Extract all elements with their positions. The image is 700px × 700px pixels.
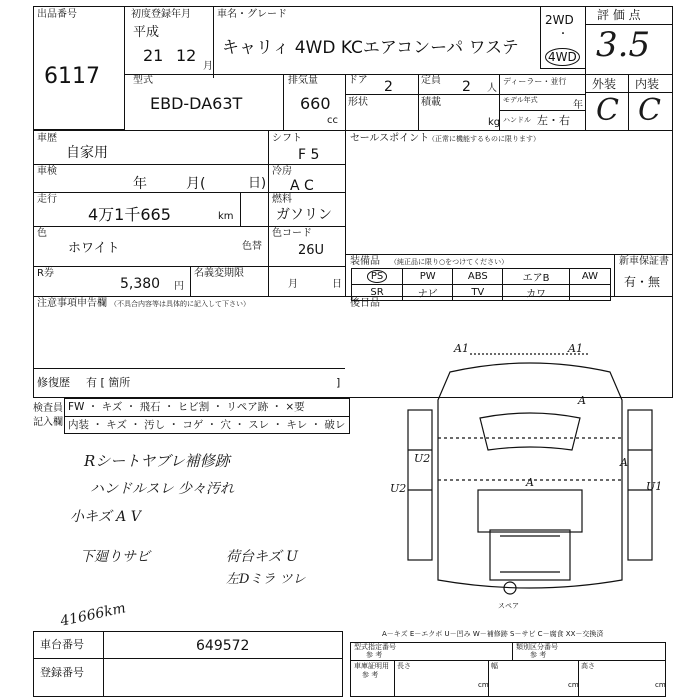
- load-unit: kg: [488, 117, 501, 128]
- inspection-day: 日): [248, 176, 267, 191]
- lot-number: 6117: [44, 64, 100, 89]
- shape-label: 形状: [348, 97, 368, 108]
- garage-cert-ref: 参 考: [362, 671, 379, 679]
- name-label: 車名・グレード: [217, 9, 287, 20]
- equipment-note: （純正品に限り○をつけてください）: [390, 258, 509, 266]
- check-row-1: FW ・ キズ ・ 飛石 ・ ヒビ割 ・ リペア跡 ・ ×要: [68, 401, 305, 413]
- mileage-unit: km: [218, 211, 234, 222]
- handle-label: ハンドル: [503, 116, 531, 124]
- meigi-day: 日: [332, 279, 342, 290]
- left-side: [408, 410, 432, 560]
- equip-airbag[interactable]: エアB: [503, 269, 570, 285]
- handwritten-line-2: ハンドルスレ 少々汚れ: [90, 481, 235, 497]
- equip-ps[interactable]: PS: [352, 269, 403, 285]
- repair-label: 修復歴: [37, 376, 70, 389]
- handwritten-line-1: Rシートヤブレ補修跡: [84, 452, 230, 470]
- dealer-label: ディーラー・並行: [503, 77, 567, 86]
- first-reg-year: 21: [143, 46, 164, 65]
- windshield: [480, 413, 580, 450]
- doors-value: 2: [384, 79, 393, 95]
- equip-sr[interactable]: SR: [352, 285, 403, 301]
- mark-u2-left: U2: [414, 452, 431, 465]
- fuel-value: ガソリン: [276, 207, 332, 223]
- displacement-value: 660: [300, 94, 331, 113]
- doors-label: ドア: [348, 75, 368, 86]
- selling-points-note: （正常に機能するものに限ります）: [428, 135, 540, 143]
- class-number-ref: 参 考: [530, 651, 547, 659]
- class-number-label: 類別区分番号: [516, 643, 558, 651]
- car-name: キャリィ 4WD KCエアコンーパ ワステ: [222, 38, 519, 58]
- width-unit: cm: [568, 681, 579, 689]
- shift-label: シフト: [272, 133, 302, 144]
- displacement-label: 排気量: [288, 75, 318, 86]
- mileage-value: 4万1千665: [88, 205, 171, 224]
- notes-sub: （不具合内容等は具体的に記入して下さい）: [110, 300, 250, 308]
- length-unit: cm: [478, 681, 489, 689]
- repair-close: ]: [336, 376, 341, 389]
- selling-points-label: セールスポイント: [350, 133, 430, 144]
- mileage-label: 走行: [37, 194, 57, 205]
- reg-number-label: 登録番号: [40, 666, 84, 679]
- handwritten-line-5: 荷台キズ U: [226, 549, 298, 565]
- handwritten-line-6: 左Dミラ ツレ: [226, 572, 306, 587]
- interior-label: 内装: [635, 77, 660, 91]
- recycle-unit: 円: [174, 281, 184, 292]
- drive-2wd[interactable]: 2WD: [545, 13, 574, 27]
- equip-tv[interactable]: TV: [453, 285, 503, 301]
- exterior-value: C: [596, 93, 619, 128]
- model-year-unit: 年: [573, 100, 583, 111]
- height-unit: cm: [655, 681, 666, 689]
- chassis-value: 649572: [196, 638, 250, 654]
- color-label: 色: [37, 228, 47, 239]
- after-label: 後日品: [350, 298, 380, 309]
- model-year-label: モデル年式: [503, 96, 538, 104]
- first-reg-month: 12: [176, 46, 197, 65]
- mark-u2-bottom-left: U2: [390, 482, 407, 495]
- warranty-value: 有・無: [624, 275, 661, 289]
- repair-value: 有 [ 箇所: [86, 376, 131, 389]
- capacity-label: 定員: [421, 75, 441, 86]
- handwritten-line-4: 下廻りサビ: [80, 549, 150, 565]
- inspection-month: 月(: [186, 176, 206, 192]
- capacity-value: 2: [462, 79, 471, 95]
- equipment-label: 装備品: [350, 256, 380, 267]
- displacement-unit: cc: [327, 115, 338, 126]
- score-value: 3.5: [596, 25, 651, 65]
- interior-value: C: [638, 93, 661, 128]
- handle-value: 左・右: [537, 114, 570, 127]
- load-label: 積載: [421, 97, 441, 108]
- damage-legend: A－キズ E－エクボ U－凹み W－補修跡 S－サビ C－腐食 XX－交換済: [382, 630, 604, 638]
- inspection-year: 年: [133, 176, 147, 192]
- equip-navi[interactable]: ナビ: [403, 285, 453, 301]
- mark-spare: スペア: [498, 602, 519, 610]
- mark-u1-right: U1: [646, 480, 663, 493]
- recycle-value: 5,380: [120, 276, 161, 292]
- check-label-2: 記入欄: [33, 417, 63, 428]
- equip-blank: [569, 285, 610, 301]
- history-label: 車歴: [37, 133, 57, 144]
- model-label: 型式: [133, 75, 153, 86]
- notes-label: 注意事項申告欄: [37, 298, 107, 309]
- chassis-label: 車台番号: [40, 638, 84, 651]
- height-label: 高さ: [581, 662, 595, 670]
- capacity-unit: 人: [487, 83, 497, 94]
- recycle-label: R券: [37, 268, 54, 279]
- meigi-label: 名義変期限: [194, 268, 244, 279]
- car-diagram: [390, 340, 670, 610]
- aircon-value: A C: [290, 178, 314, 194]
- check-row-2: 内装 ・ キズ ・ 汚し ・ コゲ ・ 穴 ・ スレ ・ キレ ・ 破レ: [68, 419, 346, 431]
- color-code-label: 色コード: [272, 228, 312, 239]
- length-label: 長さ: [397, 662, 411, 670]
- exterior-label: 外装: [592, 77, 617, 91]
- mark-a-center: A: [526, 476, 534, 489]
- aircon-label: 冷房: [272, 166, 292, 177]
- handwritten-line-3: 小キズ A V: [70, 509, 141, 525]
- equip-abs[interactable]: ABS: [453, 269, 503, 285]
- check-label-1: 検査員: [33, 403, 63, 414]
- handwritten-mileage: 41666km: [59, 600, 128, 630]
- history-value: 自家用: [66, 145, 108, 161]
- mark-a1-left: A1: [454, 342, 469, 355]
- type-number-label: 型式指定番号: [354, 643, 396, 651]
- mark-a-right-top: A: [578, 394, 586, 407]
- mark-a-right-side: A: [620, 456, 628, 469]
- type-number-ref: 参 考: [366, 651, 383, 659]
- inspection-label: 車検: [37, 166, 57, 177]
- first-reg-month-unit: 月: [203, 61, 213, 72]
- first-reg-era: 平成: [133, 25, 160, 40]
- garage-cert-label: 車庫証明用: [354, 662, 389, 670]
- warranty-label: 新車保証書: [619, 256, 669, 267]
- first-reg-label: 初度登録年月: [131, 9, 191, 20]
- lot-label: 出品番号: [37, 9, 77, 20]
- drive-dot: ・: [558, 29, 568, 40]
- fuel-label: 燃料: [272, 194, 292, 205]
- roof: [478, 490, 582, 532]
- model-value: EBD-DA63T: [150, 94, 243, 113]
- meigi-unit: 月: [288, 279, 298, 290]
- shift-value: F 5: [298, 147, 320, 163]
- color-value: ホワイト: [68, 241, 120, 256]
- score-label: 評 価 点: [597, 8, 641, 22]
- equip-pw[interactable]: PW: [403, 269, 453, 285]
- drive-4wd[interactable]: 4WD: [545, 48, 580, 66]
- equip-leather[interactable]: カワ: [503, 285, 570, 301]
- equip-aw[interactable]: AW: [569, 269, 610, 285]
- color-code-value: 26U: [298, 243, 325, 258]
- mark-a1-right: A1: [568, 342, 583, 355]
- color-change-label: 色替: [242, 241, 262, 252]
- width-label: 幅: [491, 662, 498, 670]
